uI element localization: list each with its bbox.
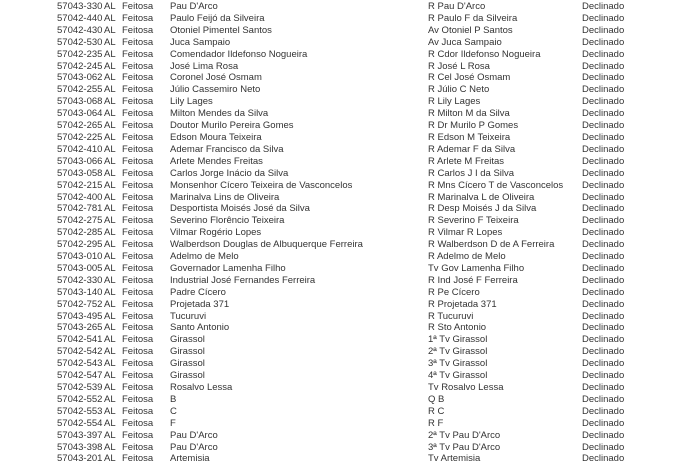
table-row [57,370,697,382]
cell-neighborhood: Feitosa [122,1,154,12]
cell-status: Declinado [582,334,625,346]
cell-address-abbreviation: R Cel José Osmam [428,72,511,84]
cell-address-abbreviation: R Milton M da Silva [428,108,510,120]
cell-neighborhood: Feitosa [122,36,154,48]
cell-postal-code: 57043-066 [57,155,103,167]
table-row [57,358,697,370]
cell-address-abbreviation: Tv Artemisia [428,453,481,465]
cell-address-abbreviation: Tv Gov Lamenha Filho [428,262,525,274]
cell-postal-code: 57043-201 [57,453,103,465]
cell-street-name: Edson Moura Teixeira [170,131,262,143]
cell-postal-code: 57042-295 [57,239,103,251]
cell-state: AL [104,382,116,393]
cell-address-abbreviation: R Adelmo de Melo [428,251,506,263]
cell-status: Declinado [582,203,625,215]
cell-postal-code: 57042-215 [57,179,103,191]
table-row [57,251,697,263]
cell-status: Declinado [582,131,625,143]
cell-neighborhood: Feitosa [122,155,154,167]
cell-street-name: Arlete Mendes Freitas [170,155,263,167]
table-row [57,263,697,275]
cell-address-abbreviation: R Vilmar R Lopes [428,227,503,239]
cell-status: Declinado [582,84,625,96]
table-row [57,84,697,96]
table-row [57,334,697,346]
cell-address-abbreviation: 2ª Tv Pau D'Arco [428,429,501,441]
cell-address-abbreviation: R Júlio C Neto [428,84,490,96]
cell-status: Declinado [582,393,625,405]
cell-street-name: F [170,417,176,429]
cell-address-abbreviation: 3ª Tv Pau D'Arco [428,441,501,453]
cell-status: Declinado [582,322,625,334]
cell-neighborhood: Feitosa [122,370,154,382]
cell-status: Declinado [582,274,625,286]
cell-address-abbreviation: R Paulo F da Silveira [428,12,518,24]
cell-address-abbreviation: R Pe Cícero [428,286,480,298]
cell-status: Declinado [582,382,625,393]
cell-status: Declinado [582,143,625,155]
cell-postal-code: 57042-781 [57,203,103,215]
cell-status: Declinado [582,286,625,298]
cell-status: Declinado [582,358,625,370]
cell-street-name: Júlio Cassemiro Neto [170,84,261,96]
cell-postal-code: 57042-235 [57,48,103,60]
cell-street-name: Vilmar Rogério Lopes [170,227,262,239]
cell-state: AL [104,72,116,84]
cell-street-name: C [170,405,177,417]
cell-status: Declinado [582,215,625,227]
cell-street-name: Monsenhor Cícero Teixeira de Vasconcelos [170,179,353,191]
table-row [57,430,697,442]
cell-address-abbreviation: R José L Rosa [428,60,490,72]
cell-neighborhood: Feitosa [122,251,154,263]
cell-address-abbreviation: R Edson M Teixeira [428,131,511,143]
cell-state: AL [104,84,116,96]
cell-address-abbreviation: Av Juca Sampaio [428,36,502,48]
cell-neighborhood: Feitosa [122,393,154,405]
cell-street-name: Girassol [170,358,205,370]
cell-postal-code: 57043-062 [57,72,103,84]
cell-postal-code: 57042-530 [57,36,103,48]
cell-address-abbreviation: R Desp Moisés J da Silva [428,203,537,215]
cell-neighborhood: Feitosa [122,346,154,358]
table-row [57,96,697,108]
cell-street-name: Padre Cícero [170,286,226,298]
cell-postal-code: 57042-275 [57,215,103,227]
table-row [57,239,697,251]
table-row [57,168,697,180]
cell-postal-code: 57042-285 [57,227,103,239]
cell-postal-code: 57042-553 [57,405,103,417]
cell-address-abbreviation: R Sto Antonio [428,322,487,334]
cell-postal-code: 57042-539 [57,382,103,393]
table-row [57,72,697,84]
cell-state: AL [104,358,116,370]
cell-status: Declinado [582,310,625,322]
cell-postal-code: 57042-552 [57,393,103,405]
cell-neighborhood: Feitosa [122,298,154,310]
cell-status: Declinado [582,251,625,263]
table-row [57,37,697,49]
cell-status: Declinado [582,60,625,72]
cell-status: Declinado [582,108,625,120]
cell-state: AL [104,251,116,263]
cell-neighborhood: Feitosa [122,12,154,24]
cell-address-abbreviation: Q B [428,393,445,405]
cell-status: Declinado [582,72,625,84]
cell-neighborhood: Feitosa [122,96,154,108]
cell-street-name: Santo Antonio [170,322,230,334]
cell-neighborhood: Feitosa [122,60,154,72]
cell-neighborhood: Feitosa [122,84,154,96]
cell-status: Declinado [582,24,625,36]
cell-state: AL [104,346,116,358]
cell-postal-code: 57042-410 [57,143,103,155]
cell-postal-code: 57042-255 [57,84,103,96]
table-row [57,120,697,132]
cell-state: AL [104,310,116,322]
table-row [57,192,697,204]
cell-address-abbreviation: 4ª Tv Girassol [428,370,488,382]
cell-status: Declinado [582,346,625,358]
cell-neighborhood: Feitosa [122,227,154,239]
cell-status: Declinado [582,429,625,441]
cell-state: AL [104,239,116,251]
cell-postal-code: 57043-330 [57,1,103,12]
cell-neighborhood: Feitosa [122,417,154,429]
cell-neighborhood: Feitosa [122,24,154,36]
cell-address-abbreviation: R Cdor Ildefonso Nogueira [428,48,541,60]
cell-postal-code: 57043-140 [57,286,103,298]
cell-status: Declinado [582,191,625,203]
cell-state: AL [104,1,116,12]
cell-street-name: José Lima Rosa [170,60,239,72]
cell-address-abbreviation: 3ª Tv Girassol [428,358,488,370]
table-row [57,13,697,25]
cell-street-name: Desportista Moisés José da Silva [170,203,310,215]
cell-neighborhood: Feitosa [122,358,154,370]
table-row [57,203,697,215]
cell-address-abbreviation: R Ind José F Ferreira [428,274,518,286]
cell-state: AL [104,203,116,215]
table-row [57,1,697,13]
cell-street-name: B [170,393,177,405]
cell-state: AL [104,167,116,179]
cell-status: Declinado [582,1,625,12]
cell-neighborhood: Feitosa [122,143,154,155]
cell-status: Declinado [582,96,625,108]
cell-postal-code: 57042-400 [57,191,103,203]
cell-neighborhood: Feitosa [122,108,154,120]
cell-neighborhood: Feitosa [122,120,154,132]
cell-street-name: Carlos Jorge Inácio da Silva [170,167,289,179]
table-row [57,442,697,454]
table-row [57,382,697,394]
cell-address-abbreviation: R Severino F Teixeira [428,215,519,227]
cell-status: Declinado [582,167,625,179]
table-row [57,275,697,287]
cell-state: AL [104,108,116,120]
cell-address-abbreviation: R Tucuruvi [428,310,474,322]
cell-state: AL [104,298,116,310]
cell-neighborhood: Feitosa [122,405,154,417]
cell-postal-code: 57043-068 [57,96,103,108]
cell-street-name: Walberdson Douglas de Albuquerque Ferreira [170,239,363,251]
cell-neighborhood: Feitosa [122,203,154,215]
cell-state: AL [104,274,116,286]
cell-neighborhood: Feitosa [122,262,154,274]
table-row [57,61,697,73]
cell-state: AL [104,191,116,203]
table-row [57,227,697,239]
cell-postal-code: 57043-397 [57,429,103,441]
table-row [57,156,697,168]
cell-street-name: Marinalva Lins de Oliveira [170,191,280,203]
cell-street-name: Tucuruvi [170,310,207,322]
cell-postal-code: 57042-330 [57,274,103,286]
cell-street-name: Pau D'Arco [170,429,218,441]
cell-neighborhood: Feitosa [122,48,154,60]
cell-neighborhood: Feitosa [122,334,154,346]
cell-neighborhood: Feitosa [122,215,154,227]
cell-street-name: Severino Florêncio Teixeira [170,215,285,227]
table-row [57,406,697,418]
cell-postal-code: 57042-245 [57,60,103,72]
cell-postal-code: 57043-398 [57,441,103,453]
cell-postal-code: 57042-440 [57,12,103,24]
cell-status: Declinado [582,155,625,167]
cell-status: Declinado [582,298,625,310]
cell-neighborhood: Feitosa [122,274,154,286]
cell-address-abbreviation: R Lily Lages [428,96,481,108]
cell-address-abbreviation: 2ª Tv Girassol [428,346,488,358]
cell-street-name: Comendador Ildefonso Nogueira [170,48,308,60]
cell-address-abbreviation: R Dr Murilo P Gomes [428,120,519,132]
cell-neighborhood: Feitosa [122,310,154,322]
cell-status: Declinado [582,179,625,191]
cell-neighborhood: Feitosa [122,179,154,191]
cell-address-abbreviation: R Walberdson D de A Ferreira [428,239,555,251]
cell-address-abbreviation: R Projetada 371 [428,298,497,310]
cell-postal-code: 57042-225 [57,131,103,143]
cell-status: Declinado [582,36,625,48]
cell-status: Declinado [582,453,625,465]
cell-street-name: Pau D'Arco [170,441,218,453]
cell-postal-code: 57042-541 [57,334,103,346]
cell-postal-code: 57042-752 [57,298,103,310]
table-row [57,132,697,144]
cell-street-name: Projetada 371 [170,298,230,310]
table-row [57,311,697,323]
table-row [57,322,697,334]
cell-neighborhood: Feitosa [122,191,154,203]
cell-state: AL [104,227,116,239]
cell-postal-code: 57043-064 [57,108,103,120]
cell-neighborhood: Feitosa [122,167,154,179]
cell-postal-code: 57043-005 [57,262,103,274]
cell-postal-code: 57042-543 [57,358,103,370]
table-row [57,287,697,299]
cell-state: AL [104,48,116,60]
cell-state: AL [104,453,116,465]
table-row [57,215,697,227]
cell-neighborhood: Feitosa [122,286,154,298]
cell-postal-code: 57043-058 [57,167,103,179]
cell-status: Declinado [582,120,625,132]
cell-address-abbreviation: R C [428,405,445,417]
cell-postal-code: 57043-265 [57,322,103,334]
cell-state: AL [104,24,116,36]
cell-status: Declinado [582,441,625,453]
cell-street-name: Adelmo de Melo [170,251,239,263]
cell-address-abbreviation: Av Otoniel P Santos [428,24,513,36]
cell-state: AL [104,215,116,227]
cell-address-abbreviation: R Ademar F da Silva [428,143,516,155]
cell-status: Declinado [582,405,625,417]
cell-address-abbreviation: Tv Rosalvo Lessa [428,382,504,393]
cell-street-name: Rosalvo Lessa [170,382,233,393]
cell-neighborhood: Feitosa [122,239,154,251]
cell-street-name: Doutor Murilo Pereira Gomes [170,120,294,132]
cell-postal-code: 57042-547 [57,370,103,382]
cell-postal-code: 57043-495 [57,310,103,322]
cell-state: AL [104,334,116,346]
table-row [57,144,697,156]
cell-status: Declinado [582,262,625,274]
cell-status: Declinado [582,227,625,239]
cell-neighborhood: Feitosa [122,131,154,143]
cell-state: AL [104,441,116,453]
table-row [57,453,697,465]
cell-street-name: Lily Lages [170,96,213,108]
cell-state: AL [104,322,116,334]
table-row [57,418,697,430]
cell-state: AL [104,429,116,441]
table-row [57,25,697,37]
cell-state: AL [104,131,116,143]
cell-postal-code: 57043-010 [57,251,103,263]
cell-state: AL [104,370,116,382]
cell-state: AL [104,286,116,298]
cell-address-abbreviation: R Marinalva L de Oliveira [428,191,535,203]
cell-neighborhood: Feitosa [122,453,154,465]
cell-address-abbreviation: R Arlete M Freitas [428,155,505,167]
cell-postal-code: 57042-430 [57,24,103,36]
cell-state: AL [104,120,116,132]
cell-status: Declinado [582,12,625,24]
cell-status: Declinado [582,370,625,382]
cell-neighborhood: Feitosa [122,441,154,453]
table-body [0,1,697,465]
cell-street-name: Artemisia [170,453,210,465]
cell-status: Declinado [582,48,625,60]
cell-state: AL [104,96,116,108]
cell-state: AL [104,155,116,167]
table-row [57,108,697,120]
cell-street-name: Industrial José Fernandes Ferreira [170,274,316,286]
table-row [57,346,697,358]
cell-street-name: Governador Lamenha Filho [170,262,286,274]
cell-state: AL [104,405,116,417]
table-row [57,49,697,61]
cell-state: AL [104,393,116,405]
cell-address-abbreviation: 1ª Tv Girassol [428,334,488,346]
cell-address-abbreviation: R Mns Cícero T de Vasconcelos [428,179,564,191]
cell-neighborhood: Feitosa [122,322,154,334]
cell-neighborhood: Feitosa [122,429,154,441]
cell-street-name: Girassol [170,370,205,382]
table-row [57,299,697,311]
cell-street-name: Juca Sampaio [170,36,231,48]
cell-street-name: Paulo Feijó da Silveira [170,12,265,24]
cell-street-name: Otoniel Pimentel Santos [170,24,272,36]
cell-state: AL [104,36,116,48]
cell-street-name: Girassol [170,334,205,346]
cell-status: Declinado [582,239,625,251]
table-row [57,394,697,406]
cell-state: AL [104,262,116,274]
cell-status: Declinado [582,417,625,429]
cell-address-abbreviation: R Pau D'Arco [428,1,486,12]
cell-postal-code: 57042-542 [57,346,103,358]
cell-address-abbreviation: R Carlos J I da Silva [428,167,515,179]
cell-neighborhood: Feitosa [122,382,154,393]
cell-address-abbreviation: R F [428,417,444,429]
cell-state: AL [104,417,116,429]
cell-street-name: Milton Mendes da Silva [170,108,269,120]
cell-state: AL [104,60,116,72]
cell-neighborhood: Feitosa [122,72,154,84]
cell-street-name: Girassol [170,346,205,358]
cell-state: AL [104,143,116,155]
cell-postal-code: 57042-265 [57,120,103,132]
cell-street-name: Pau D'Arco [170,1,218,12]
cell-street-name: Coronel José Osmam [170,72,262,84]
cell-postal-code: 57042-554 [57,417,103,429]
cell-street-name: Ademar Francisco da Silva [170,143,284,155]
cell-state: AL [104,179,116,191]
cell-state: AL [104,12,116,24]
table-row [57,180,697,192]
